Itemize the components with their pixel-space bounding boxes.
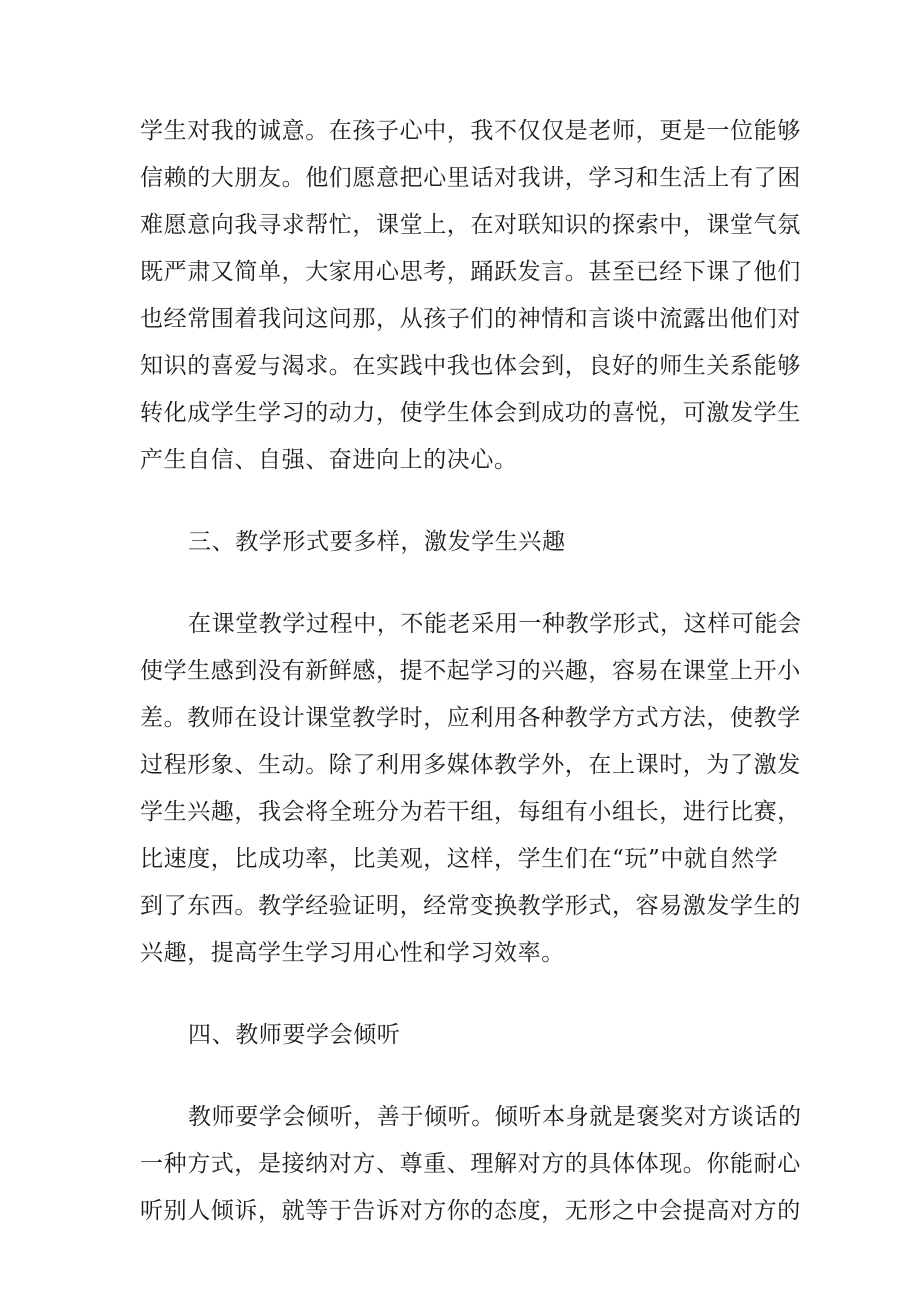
paragraph-line: 知识的喜爱与渴求。在实践中我也体会到，良好的师生关系能够 <box>140 353 801 379</box>
paragraph-line: 比速度，比成功率，比美观，这样，学生们在“玩”中就自然学 <box>140 846 779 872</box>
paragraph-line: 在课堂教学过程中，不能老采用一种教学形式，这样可能会 <box>188 611 802 637</box>
paragraph-line: 转化成学生学习的动力，使学生体会到成功的喜悦，可激发学生 <box>140 400 801 426</box>
paragraph-line: 既严肃又简单，大家用心思考，踊跃发言。甚至已经下课了他们 <box>140 259 801 285</box>
paragraph-line: 学生兴趣，我会将全班分为若干组，每组有小组长，进行比赛， <box>140 799 801 825</box>
paragraph-line: 到了东西。教学经验证明，经常变换教学形式，容易激发学生的 <box>140 893 801 919</box>
section-heading: 四、教师要学会倾听 <box>188 1022 401 1048</box>
paragraph-line: 学生对我的诚意。在孩子心中，我不仅仅是老师，更是一位能够 <box>140 118 801 144</box>
paragraph-line: 教师要学会倾听，善于倾听。倾听本身就是褒奖对方谈话的 <box>188 1104 802 1130</box>
paragraph-line: 差。教师在设计课堂教学时，应利用各种教学方式方法，使教学 <box>140 705 801 731</box>
paragraph-line: 难愿意向我寻求帮忙，课堂上，在对联知识的探索中，课堂气氛 <box>140 212 801 238</box>
paragraph-line: 一种方式，是接纳对方、尊重、理解对方的具体体现。你能耐心 <box>140 1151 801 1177</box>
paragraph-line: 听别人倾诉，就等于告诉对方你的态度，无形之中会提高对方的 <box>140 1198 801 1224</box>
paragraph-line: 也经常围着我问这问那，从孩子们的神情和言谈中流露出他们对 <box>140 306 801 332</box>
paragraph-line: 过程形象、生动。除了利用多媒体教学外，在上课时，为了激发 <box>140 752 801 778</box>
paragraph-line: 兴趣，提高学生学习用心性和学习效率。 <box>140 940 565 966</box>
section-heading: 三、教学形式要多样，激发学生兴趣 <box>188 529 566 555</box>
paragraph-line: 信赖的大朋友。他们愿意把心里话对我讲，学习和生活上有了困 <box>140 165 801 191</box>
paragraph-line: 产生自信、自强、奋进向上的决心。 <box>140 447 518 473</box>
paragraph-line: 使学生感到没有新鲜感，提不起学习的兴趣，容易在课堂上开小 <box>140 658 801 684</box>
